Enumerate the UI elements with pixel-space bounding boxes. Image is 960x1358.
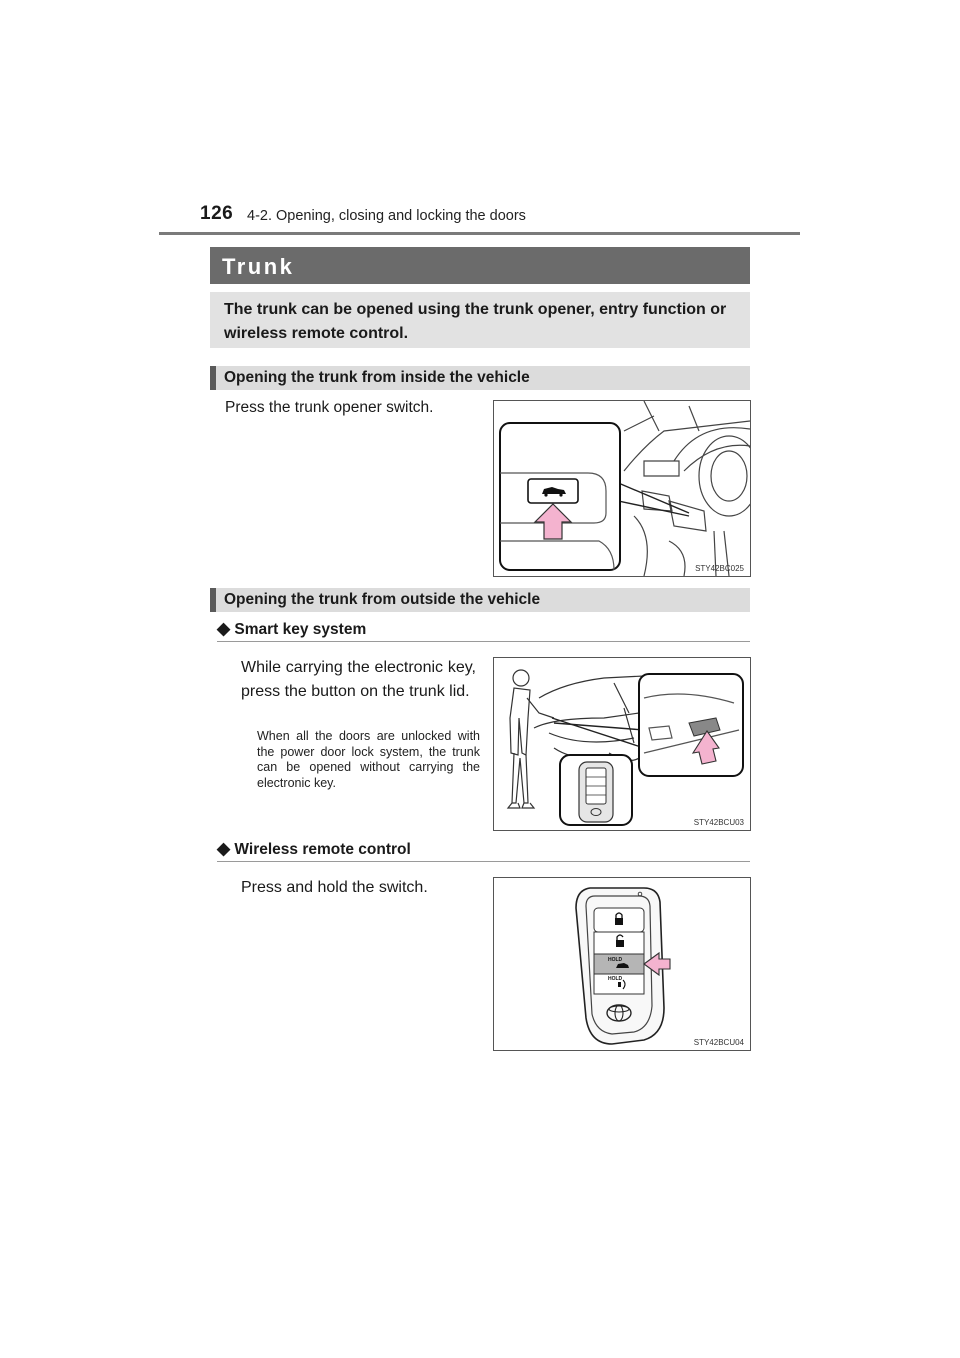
subheading-inside-label: Opening the trunk from inside the vehicle xyxy=(224,369,530,386)
trunk-button-illustration xyxy=(494,658,750,830)
diamond-bullet-icon: ◆ xyxy=(217,619,231,638)
diamond-bullet-icon: ◆ xyxy=(217,839,231,858)
figure-code: STY42BCU03 xyxy=(693,818,744,827)
page-number: 126 xyxy=(200,203,234,224)
figure-wireless-remote xyxy=(493,877,751,1051)
subheading-outside xyxy=(210,588,750,612)
wireless-instruction: Press and hold the switch. xyxy=(241,879,428,896)
inside-instruction: Press the trunk opener switch. xyxy=(225,399,434,416)
figure-smart-key-trunk xyxy=(493,657,751,831)
smart-key-icon xyxy=(579,762,613,822)
section-title: Trunk xyxy=(222,254,295,279)
breadcrumb: 4-2. Opening, closing and locking the doors xyxy=(247,208,526,224)
wireless-remote-heading xyxy=(217,839,411,859)
intro-text: The trunk can be opened using the trunk opener, entry function or wireless remote control. xyxy=(224,301,727,342)
smart-key-note: When all the doors are unlocked with the power door lock system, the trunk can be opened without carrying the electronic key. xyxy=(257,729,480,790)
remote-key-illustration xyxy=(494,878,750,1050)
subheading-outside-label: Opening the trunk from outside the vehicle xyxy=(224,591,541,608)
header-rule xyxy=(159,232,800,235)
subheading-inside xyxy=(210,366,750,390)
wireless-remote-heading-label: Wireless remote control xyxy=(234,841,411,858)
figure-code: STY42BCU04 xyxy=(693,1038,744,1047)
smart-key-rule xyxy=(217,641,750,642)
figure-code: STY42BC025 xyxy=(695,564,744,573)
smart-key-heading-label: Smart key system xyxy=(234,621,367,638)
hold-label: HOLD xyxy=(608,976,623,982)
wireless-remote-rule xyxy=(217,861,750,862)
trunk-opener-illustration xyxy=(494,401,750,576)
smart-key-heading xyxy=(217,619,366,639)
hold-label: HOLD xyxy=(608,957,623,963)
smart-key-instruction: While carrying the electronic key, press the button on the trunk lid. xyxy=(241,659,476,700)
figure-trunk-opener-switch xyxy=(493,400,751,577)
